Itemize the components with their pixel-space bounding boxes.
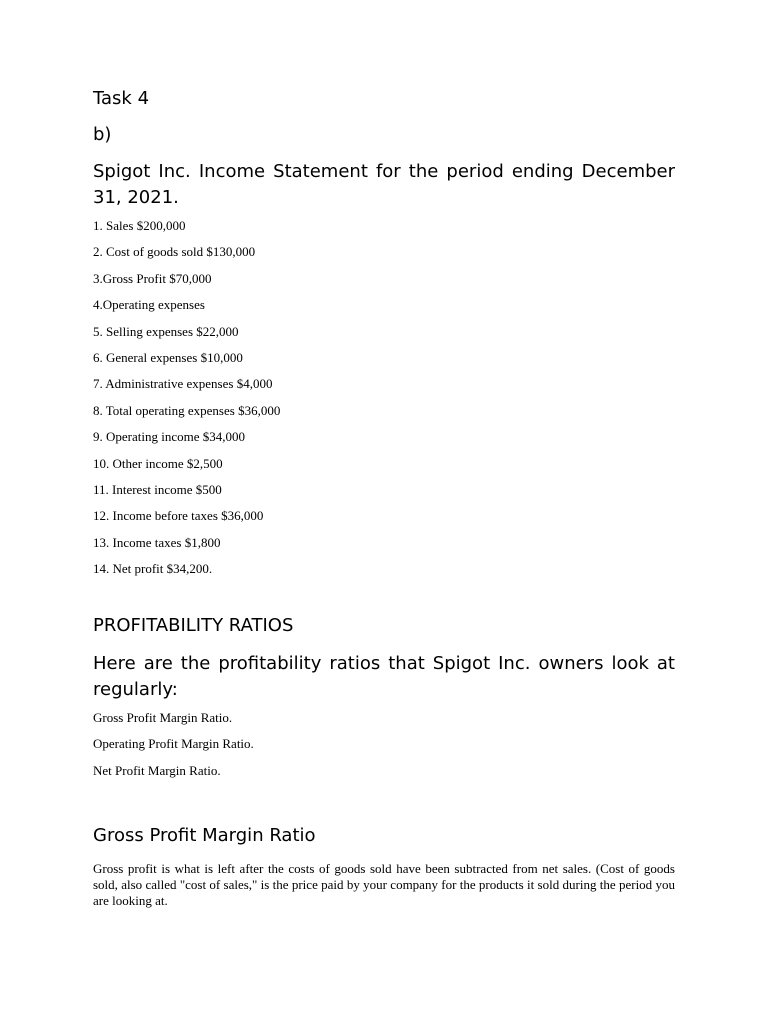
income-statement-list — [93, 218, 280, 587]
statement-item: 8. Total operating expenses $36,000 — [93, 402, 281, 418]
statement-item: 10. Other income $2,500 — [93, 455, 223, 471]
statement-item: 2. Cost of goods sold $130,000 — [93, 244, 256, 260]
ratio-item: Net Profit Margin Ratio. — [93, 762, 221, 778]
profitability-intro: Here are the profitability ratios that Spigot Inc. owners look at regularly: — [93, 653, 675, 700]
statement-item: 5. Selling expenses $22,000 — [93, 323, 239, 339]
statement-item: 1. Sales $200,000 — [93, 218, 186, 233]
ratio-item: Operating Profit Margin Ratio. — [93, 736, 254, 752]
gross-profit-margin-heading: Gross Profit Margin Ratio — [93, 825, 316, 846]
statement-item: 13. Income taxes $1,800 — [93, 534, 221, 550]
task-label: Task 4 — [93, 88, 150, 109]
ratio-item: Gross Profit Margin Ratio. — [93, 710, 233, 725]
part-label: b) — [93, 124, 112, 145]
statement-item: 7. Administrative expenses $4,000 — [93, 376, 273, 392]
statement-item: 4.Operating expenses — [93, 297, 205, 313]
statement-item: 6. General expenses $10,000 — [93, 349, 243, 365]
document-page — [93, 0, 675, 1024]
statement-title: Spigot Inc. Income Statement for the period ending December 31, 2021. — [93, 161, 675, 208]
statement-item: 11. Interest income $500 — [93, 481, 222, 497]
profitability-heading: PROFITABILITY RATIOS — [93, 615, 294, 636]
ratio-list — [93, 710, 254, 789]
statement-item: 3.Gross Profit $70,000 — [93, 270, 212, 286]
statement-item: 9. Operating income $34,000 — [93, 429, 245, 445]
statement-item: 14. Net profit $34,200. — [93, 561, 213, 577]
statement-item: 12. Income before taxes $36,000 — [93, 508, 264, 524]
gross-profit-margin-paragraph: Gross profit is what is left after the costs of goods sold have been subtracted from net sales. (Cost of goods sold, also called "cost of sales," is the price paid by your company for the products it sold during the period you are looking at. — [93, 861, 675, 908]
